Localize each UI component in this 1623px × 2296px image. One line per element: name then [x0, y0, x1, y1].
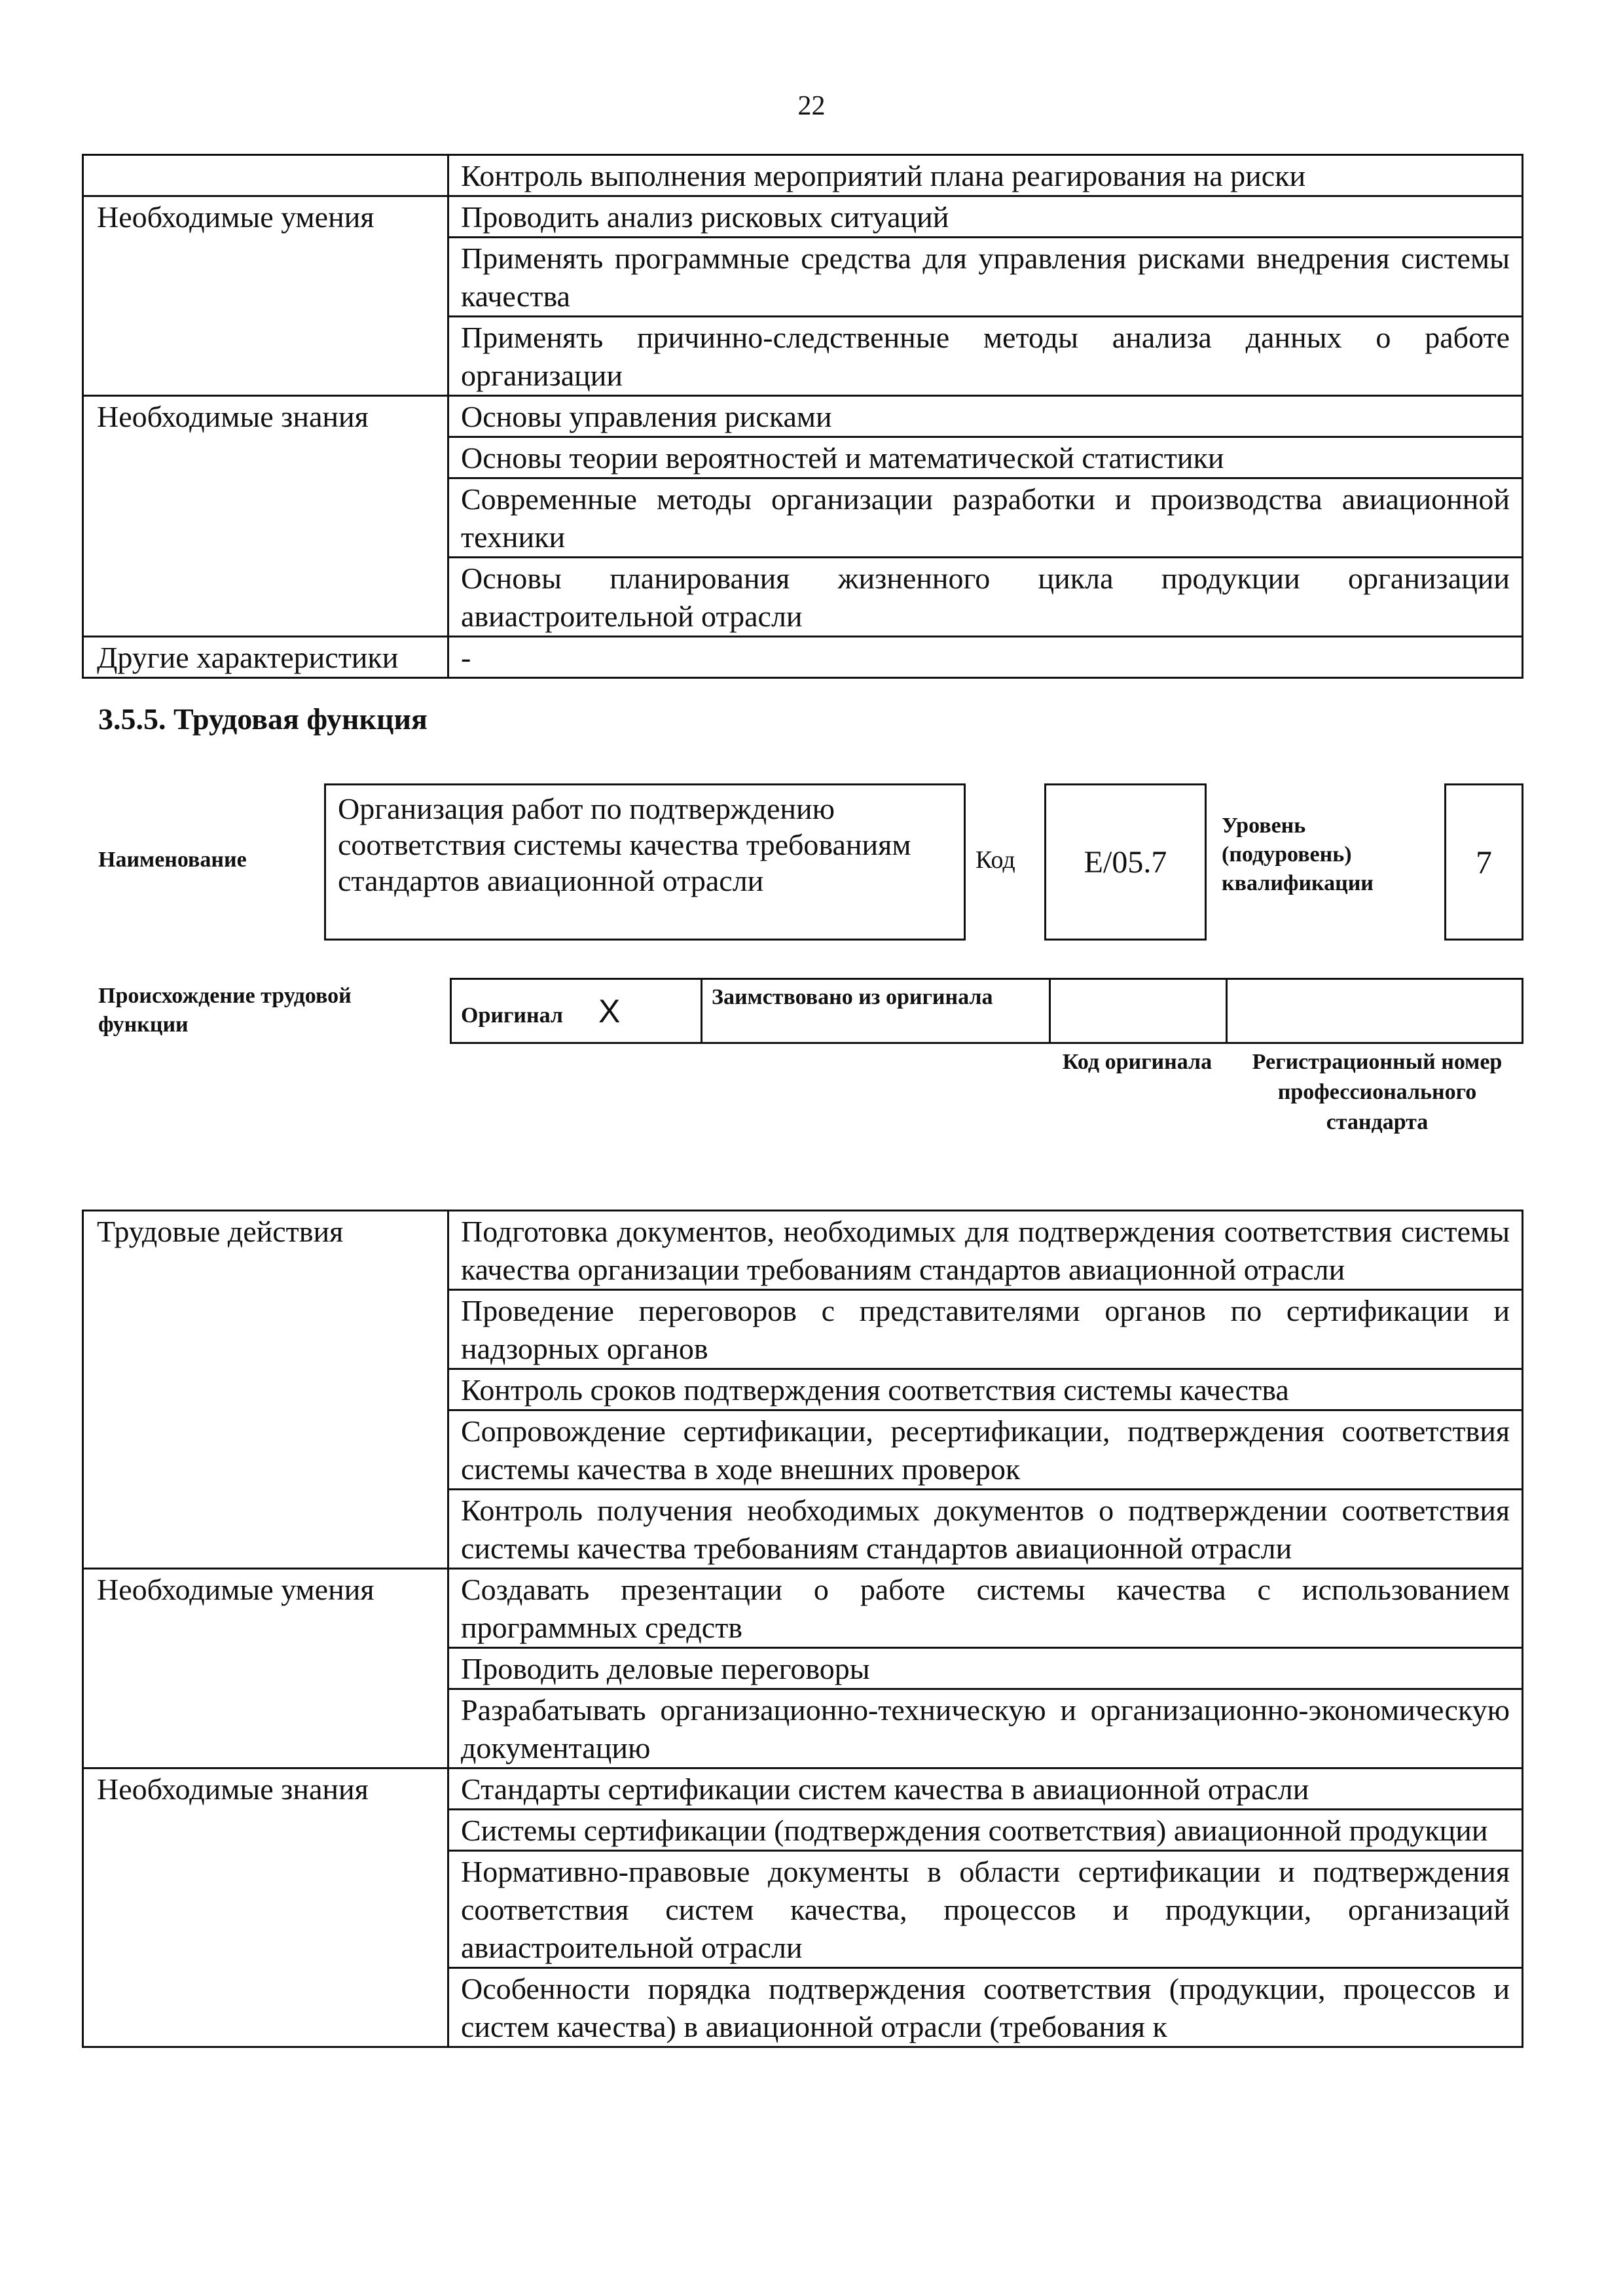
row-item-text: Подготовка документов, необходимых для подтверждения соответствия системы качества организации требованиям стандартов авиационной отрасли: [448, 1211, 1523, 1290]
page-number: 22: [797, 91, 826, 121]
row-group-label: Необходимые умения: [83, 1569, 448, 1768]
row-item-text: Проведение переговоров с представителями органов по сертификации и надзорных органов: [448, 1290, 1523, 1369]
row-group-label: Необходимые знания: [83, 396, 448, 637]
row-group-label: Трудовые действия: [83, 1211, 448, 1569]
row-item-text: Контроль выполнения мероприятий плана реагирования на риски: [448, 155, 1523, 196]
table-row: [83, 396, 1523, 437]
borrowed-cell: Заимствовано из оригинала: [702, 979, 1050, 1043]
row-item-text: Разрабатывать организационно-техническую и организационно-экономическую документацию: [448, 1689, 1523, 1768]
row-item-text: Современные методы организации разработки и производства авиационной техники: [448, 478, 1523, 558]
original-code-cell: [1050, 979, 1227, 1043]
qualification-level-box: 7: [1444, 783, 1523, 941]
row-item-text: Контроль сроков подтверждения соответствия системы качества: [448, 1369, 1523, 1410]
reg-number-caption: Регистрационный номер профессионального стандарта: [1252, 1050, 1503, 1134]
row-group-label: Другие характеристики: [83, 637, 448, 678]
origin-table: [450, 978, 1523, 1044]
table-row: [83, 637, 1523, 678]
row-item-text: Сопровождение сертификации, ресертификации, подтверждения соответствия системы качества в ходе внешних проверок: [448, 1410, 1523, 1490]
row-item-text: Применять причинно-следственные методы анализа данных о работе организации: [448, 317, 1523, 396]
row-item-text: Нормативно-правовые документы в области сертификации и подтверждения соответствия систем качества, процессов и продукции, организаций авиастроительной отрасли: [448, 1851, 1523, 1968]
table-row: [83, 196, 1523, 238]
name-label: Наименование: [98, 848, 247, 872]
row-item-text: Контроль получения необходимых документов о подтверждении соответствия системы качества требованиям стандартов авиационной отрасли: [448, 1490, 1523, 1569]
row-item-text: Особенности порядка подтверждения соответствия (продукции, процессов и систем качества) в авиационной отрасли (требования к: [448, 1968, 1523, 2047]
table-row: [83, 1569, 1523, 1648]
origin-label: Происхождение трудовой функции: [98, 984, 352, 1037]
code-label: Код: [976, 846, 1015, 874]
reg-number-cell: [1227, 979, 1523, 1043]
original-cell: [451, 979, 702, 1043]
original-mark: X: [598, 992, 621, 1030]
row-group-label: [83, 155, 448, 196]
row-item-text: Системы сертификации (подтверждения соответствия) авиационной продукции: [448, 1810, 1523, 1851]
code-box: E/05.7: [1044, 783, 1207, 941]
table-row: [83, 1211, 1523, 1290]
table-row: [83, 1768, 1523, 1810]
row-group-label: Необходимые умения: [83, 196, 448, 396]
original-label: Оригинал: [461, 1003, 563, 1028]
competency-table-top: [82, 154, 1523, 679]
competency-table-bottom: [82, 1210, 1523, 2048]
row-item-text: Стандарты сертификации систем качества в авиационной отрасли: [448, 1768, 1523, 1810]
row-item-text: Основы управления рисками: [448, 396, 1523, 437]
row-group-label: Необходимые знания: [83, 1768, 448, 2047]
row-item-text: Применять программные средства для управления рисками внедрения системы качества: [448, 238, 1523, 317]
row-item-text: Проводить анализ рисковых ситуаций: [448, 196, 1523, 238]
row-item-text: Создавать презентации о работе системы качества с использованием программных средств: [448, 1569, 1523, 1648]
table-row: [83, 155, 1523, 196]
row-item-text: Проводить деловые переговоры: [448, 1648, 1523, 1689]
row-item-text: Основы планирования жизненного цикла продукции организации авиастроительной отрасли: [448, 558, 1523, 637]
original-code-caption: Код оригинала: [1062, 1050, 1213, 1074]
row-item-text: Основы теории вероятностей и математической статистики: [448, 437, 1523, 478]
row-item-text: -: [448, 637, 1523, 678]
section-heading: 3.5.5. Трудовая функция: [98, 702, 428, 736]
qualification-level-label: Уровень (подуровень) квалификации: [1222, 814, 1374, 895]
function-name-box: Организация работ по подтверждению соответствия системы качества требованиям стандартов авиационной отрасли: [324, 783, 966, 941]
